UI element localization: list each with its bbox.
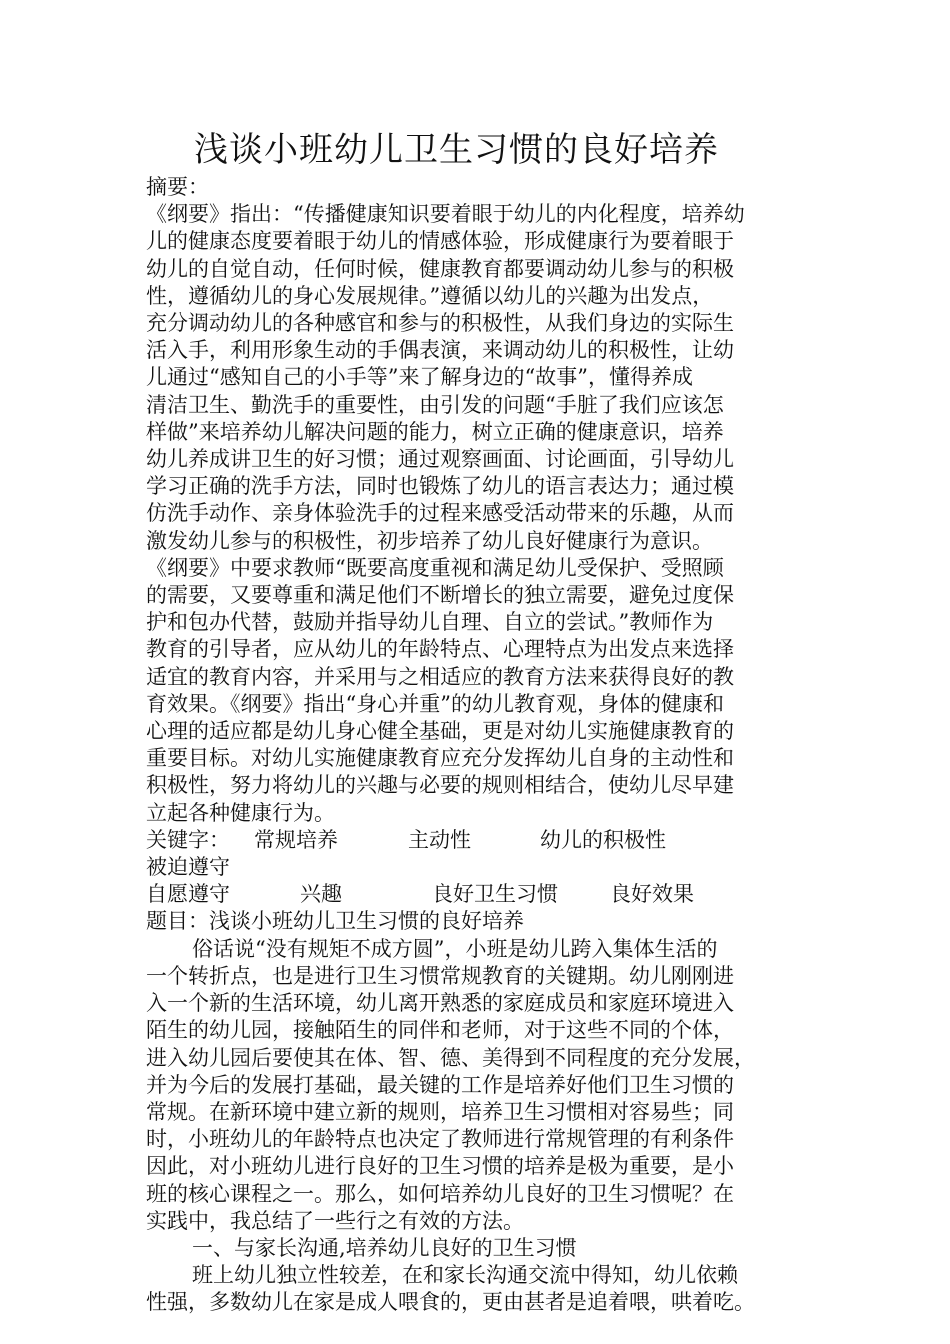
- abstract-line: 适宜的教育内容，并采用与之相适应的教育方法来获得良好的教: [146, 664, 734, 689]
- abstract-line: 立起各种健康行为。: [146, 800, 335, 825]
- section-line: 性强，多数幼儿在家是成人喂食的，更由甚者是追着喂，哄着吃。: [146, 1290, 755, 1315]
- keywords-line: [146, 881, 810, 908]
- keyword: 兴趣: [300, 882, 342, 907]
- abstract-line: 《纲要》中要求教师“既要高度重视和满足幼儿受保护、受照顾: [146, 555, 724, 580]
- keywords-line: [146, 854, 810, 881]
- document-page: [146, 128, 810, 1317]
- keyword: 良好效果: [610, 882, 694, 907]
- body-line: 俗话说“没有规矩不成方圆”，小班是幼儿跨入集体生活的: [192, 936, 718, 961]
- keyword: 良好卫生习惯: [432, 882, 558, 907]
- body-line: 时，小班幼儿的年龄特点也决定了教师进行常规管理的有利条件: [146, 1127, 734, 1152]
- abstract-line: 充分调动幼儿的各种感官和参与的积极性，从我们身边的实际生: [146, 311, 734, 336]
- keywords-line: [146, 827, 810, 854]
- topic-line: 题目：浅谈小班幼儿卫生习惯的良好培养: [146, 909, 524, 934]
- abstract-line: 儿通过“感知自己的小手等”来了解身边的“故事”，懂得养成: [146, 365, 693, 390]
- abstract-line: 的需要，又要尊重和满足他们不断增长的独立需要，避免过度保: [146, 583, 734, 608]
- body-line: 进入幼儿园后要使其在体、智、德、美得到不同程度的充分发展，: [146, 1045, 755, 1070]
- keyword: 常规培养: [254, 827, 338, 852]
- document-title: 浅谈小班幼儿卫生习惯的良好培养: [194, 130, 719, 170]
- body-line: 并为今后的发展打基础，最关键的工作是培养好他们卫生习惯的: [146, 1072, 734, 1097]
- abstract-body: [146, 201, 810, 827]
- abstract-label: 摘要：: [146, 175, 209, 199]
- abstract-line: 幼儿的自觉自动，任何时候，健康教育都要调动幼儿参与的积极: [146, 256, 734, 281]
- body-line: 实践中，我总结了一些行之有效的方法。: [146, 1208, 524, 1233]
- abstract-line: 《纲要》指出：“传播健康知识要着眼于幼儿的内化程度，培养幼: [146, 202, 745, 227]
- section-line: 班上幼儿独立性较差，在和家长沟通交流中得知，幼儿依赖: [192, 1263, 738, 1288]
- abstract-line: 幼儿养成讲卫生的好习惯；通过观察画面、讨论画面，引导幼儿: [146, 447, 734, 472]
- abstract-line: 性，遵循幼儿的身心发展规律。”遵循以幼儿的兴趣为出发点，: [146, 283, 714, 308]
- section-paragraph: [146, 1262, 810, 1316]
- abstract-line: 清洁卫生、勤洗手的重要性，由引发的问题“手脏了我们应该怎: [146, 392, 724, 417]
- abstract-line: 护和包办代替，鼓励并指导幼儿自理、自立的尝试。”教师作为: [146, 610, 714, 635]
- body-line: 一个转折点，也是进行卫生习惯常规教育的关键期。幼儿刚刚进: [146, 963, 734, 988]
- keyword: 幼儿的积极性: [540, 827, 666, 852]
- body-line: 常规。在新环境中建立新的规则，培养卫生习惯相对容易些；同: [146, 1099, 734, 1124]
- abstract-line: 心理的适应都是幼儿身心健全基础，更是对幼儿实施健康教育的: [146, 719, 734, 744]
- abstract-line: 积极性，努力将幼儿的兴趣与必要的规则相结合，使幼儿尽早建: [146, 773, 734, 798]
- keyword: 自愿遵守: [146, 882, 230, 907]
- abstract-line: 学习正确的洗手方法，同时也锻炼了幼儿的语言表达力；通过模: [146, 474, 734, 499]
- body-paragraph: [146, 936, 810, 1235]
- body-line: 入一个新的生活环境，幼儿离开熟悉的家庭成员和家庭环境进入: [146, 991, 734, 1016]
- abstract-line: 活入手，利用形象生动的手偶表演，来调动幼儿的积极性，让幼: [146, 338, 734, 363]
- body-line: 因此，对小班幼儿进行良好的卫生习惯的培养是极为重要，是小: [146, 1154, 734, 1179]
- body-line: 班的核心课程之一。那么，如何培养幼儿良好的卫生习惯呢？在: [146, 1181, 734, 1206]
- abstract-line: 重要目标。对幼儿实施健康教育应充分发挥幼儿自身的主动性和: [146, 746, 734, 771]
- keywords-label: 关键字：: [146, 827, 230, 852]
- abstract-line: 儿的健康态度要着眼于幼儿的情感体验，形成健康行为要着眼于: [146, 229, 734, 254]
- abstract-line: 育效果。《纲要》指出“身心并重”的幼儿教育观，身体的健康和: [146, 691, 724, 716]
- abstract-line: 样做”来培养幼儿解决问题的能力，树立正确的健康意识，培养: [146, 419, 724, 444]
- abstract-line: 仿洗手动作、亲身体验洗手的过程来感受活动带来的乐趣，从而: [146, 501, 734, 526]
- abstract-line: 教育的引导者，应从幼儿的年龄特点、心理特点为出发点来选择: [146, 637, 734, 662]
- keyword: 被迫遵守: [146, 855, 230, 880]
- keyword: 主动性: [408, 827, 471, 852]
- section-heading: 一、与家长沟通,培养幼儿良好的卫生习惯: [192, 1235, 577, 1260]
- body-line: 陌生的幼儿园，接触陌生的同伴和老师，对于这些不同的个体，: [146, 1018, 734, 1043]
- abstract-line: 激发幼儿参与的积极性，初步培养了幼儿良好健康行为意识。: [146, 528, 713, 553]
